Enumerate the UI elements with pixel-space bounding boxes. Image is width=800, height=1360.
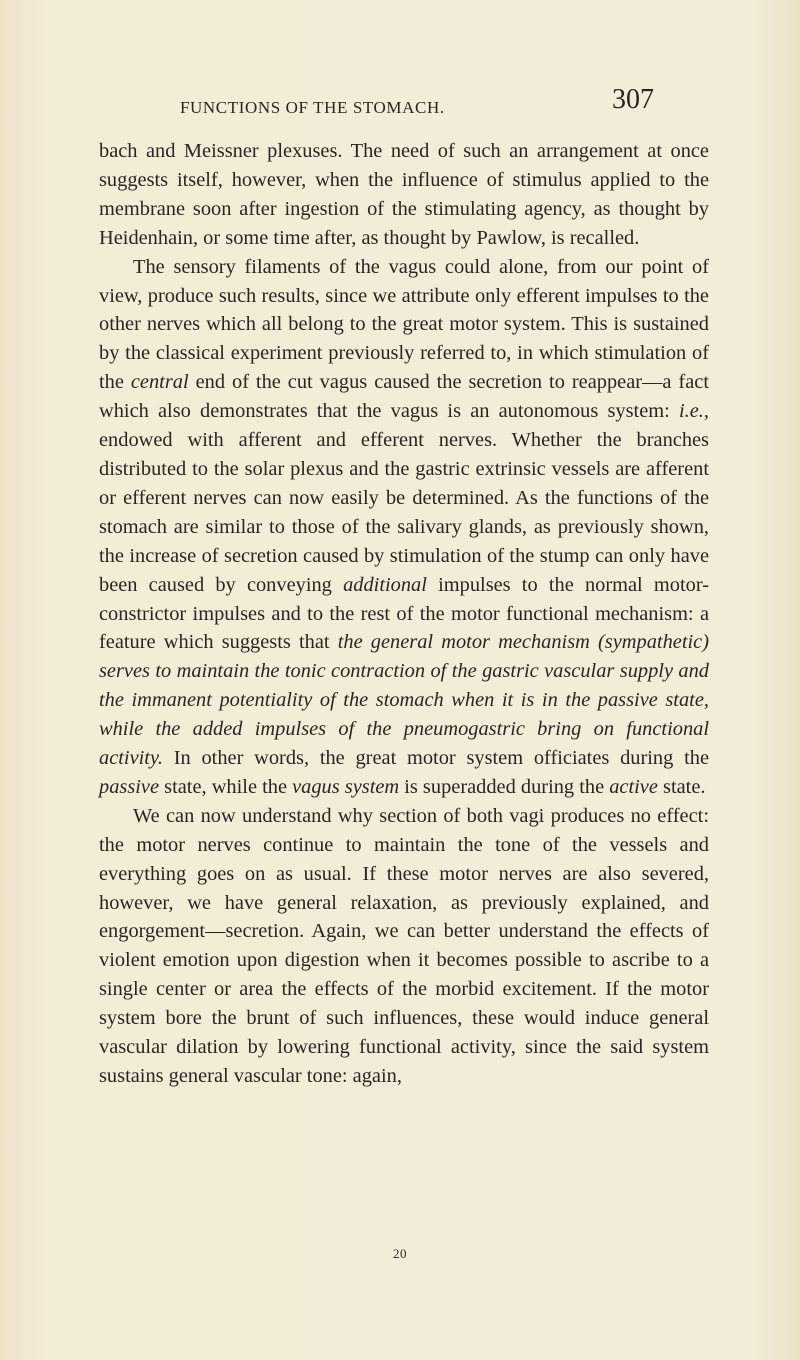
- running-head: FUNCTIONS OF THE STOMACH.: [180, 98, 445, 117]
- paragraph-p1: [99, 137, 709, 253]
- text-run: state.: [657, 775, 706, 798]
- text-run: We can now understand why section of both vagi produces no effect: the motor nerves continue to maintain the tone of the vessels and everything goes on as usual. If these motor nerves are also severed, however, we have general relaxation, as previously explained, and engorgement—secretion. Again, we can better understand the effects of violent emotion upon digestion when it becomes possible to ascribe to a single center or area the effects of the morbid excitement. If the motor system bore the brunt of such influences, these would induce general vascular dilation by lowering functional activity, since the said system sustains general vascular tone: again,: [99, 804, 709, 1087]
- italic-text: additional: [343, 573, 427, 596]
- text-run: impulses to the normal motor-constrictor impulses and to the rest of the motor functional mechanism: a feature which suggests that: [99, 573, 710, 654]
- text-run: , endowed with afferent and efferent nerves. Whether the branches distributed to the solar plexus and the gastric extrinsic vessels are afferent or efferent nerves can now easily be determined. As the functions of the stomach are similar to those of the salivary glands, as previously shown, the increase of secretion caused by stimulation of the stump can only have been caused by conveying: [99, 400, 709, 596]
- text-run: state, while the: [159, 775, 293, 798]
- italic-text: passive: [99, 775, 160, 798]
- text-run: The sensory filaments of the vagus could alone, from our point of view, produce such results, since we attribute only efferent impulses to the other nerves which all belong to the great motor system. This is sustained by the classical experiment previously referred to, in which stimulation of the: [99, 255, 709, 394]
- paragraph-p2: [99, 253, 709, 802]
- text-run: In other words, the great motor system officiates during the: [162, 747, 709, 770]
- paragraph-p3: [99, 802, 709, 1091]
- italic-text: active: [609, 775, 658, 798]
- text-run: bach and Meissner plexuses. The need of such an arrangement at once suggests itself, however, when the influence of stimulus applied to the membrane soon after ingestion of the stimulating agency, as thought by Heidenhain, or some time after, as thought by Pawlow, is recalled.: [99, 140, 709, 249]
- text-run: is superadded during the: [399, 775, 610, 798]
- italic-text: i.e.: [678, 400, 704, 423]
- italic-text: vagus system: [292, 775, 400, 798]
- signature-mark: 20: [393, 1246, 407, 1261]
- italic-text: the general motor mechanism (sympathetic) serves to maintain the tonic contraction of the gastric vascular supply and the immanent potentiality of the stomach when it is in the passive state, while the added impulses of the pneumogastric bring on functional activity.: [99, 631, 709, 770]
- page-number: 307: [612, 84, 654, 115]
- italic-text: central: [130, 371, 189, 394]
- body-text: [99, 137, 709, 1091]
- text-run: end of the cut vagus caused the secretion to reappear—a fact which also demonstrates that the vagus is an autonomous system:: [99, 371, 709, 423]
- page-header: [180, 84, 654, 120]
